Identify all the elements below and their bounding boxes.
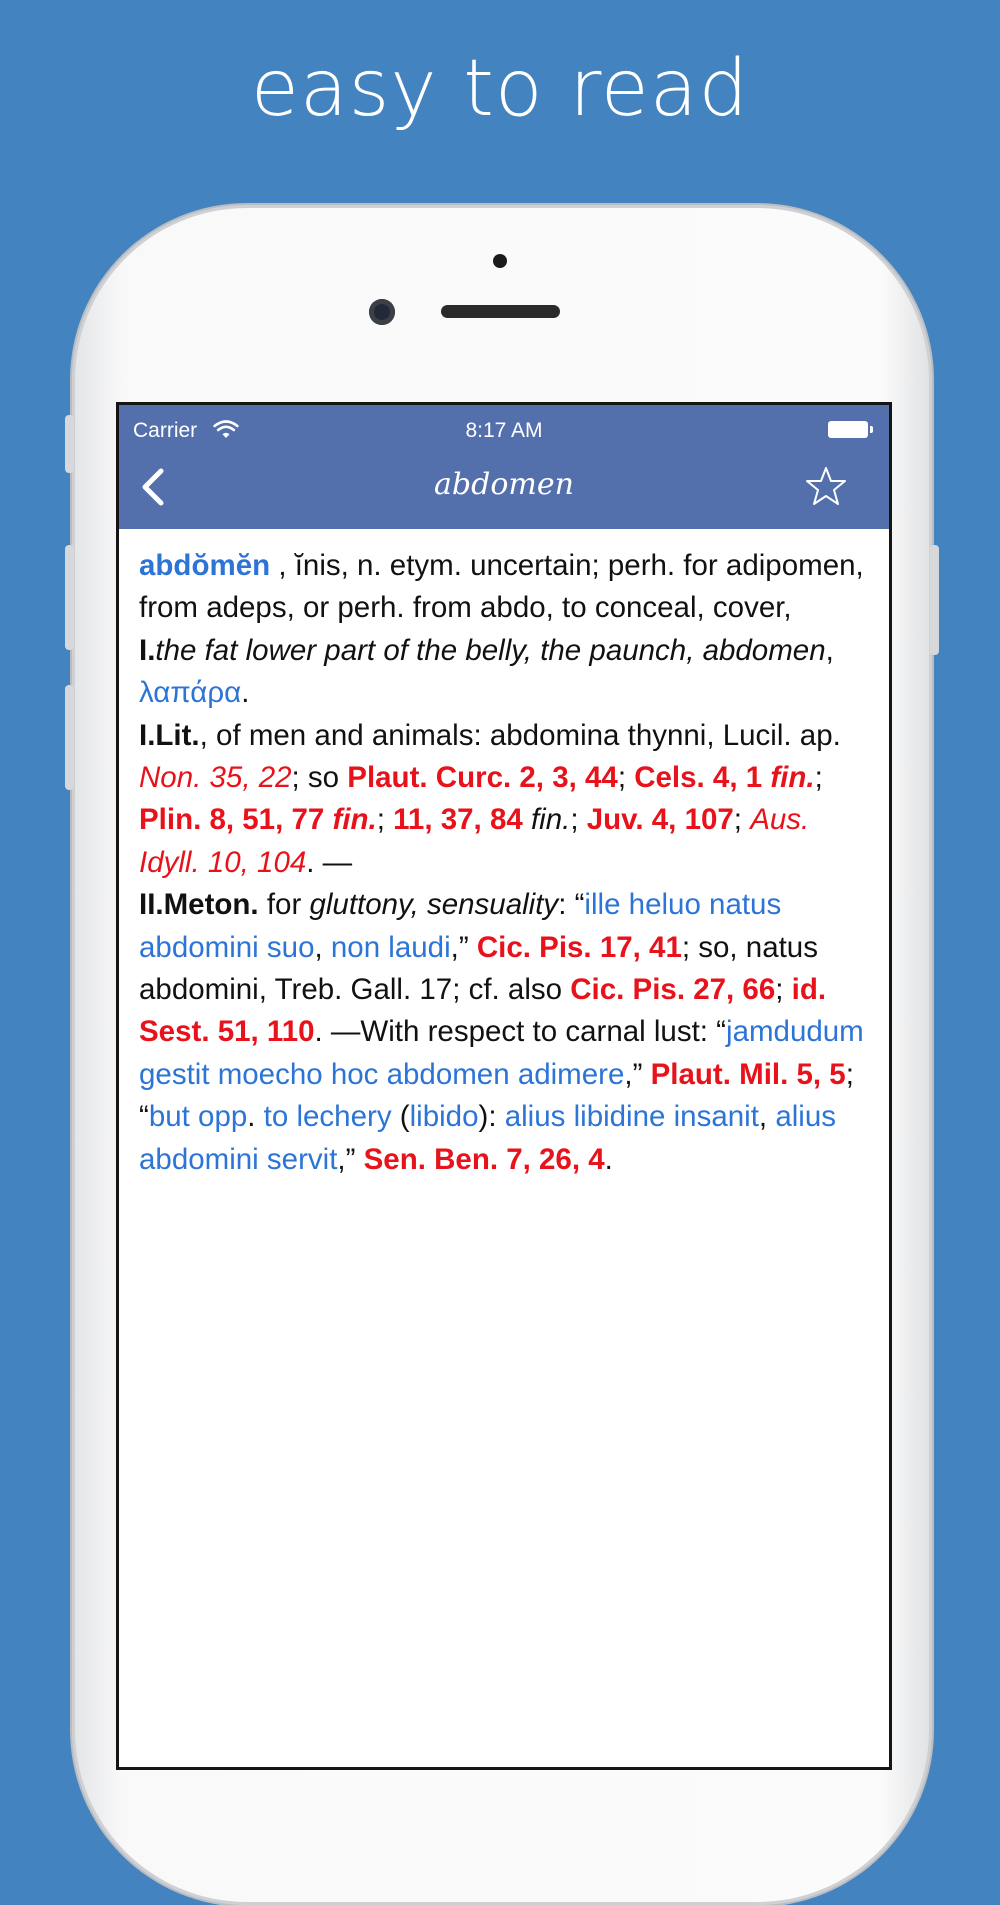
sense-literal xyxy=(139,715,877,885)
front-camera xyxy=(369,299,395,325)
entry-etymology xyxy=(139,545,877,630)
punctuation: ; xyxy=(814,761,823,795)
quote-link[interactable]: to lechery xyxy=(263,1100,392,1134)
punctuation: ,” xyxy=(337,1142,364,1176)
citation-link[interactable] xyxy=(139,803,377,836)
sense-1-definition: the fat lower part of the belly, the paunch, abdomen xyxy=(155,633,826,667)
citation-text: Cels. 4, 1 xyxy=(634,761,771,795)
citation-link[interactable]: Plaut. Mil. 5, 5 xyxy=(650,1057,846,1091)
punctuation: : “ xyxy=(558,888,585,922)
quote-link[interactable]: alius libidine insanit xyxy=(504,1100,759,1134)
entry-headword: abdŏmĕn xyxy=(139,549,271,582)
citation-fin: fin. xyxy=(332,803,377,837)
citation-link[interactable]: Plaut. Curc. 2, 3, 44 xyxy=(347,761,618,795)
battery-icon xyxy=(828,421,868,438)
citation-text: Plin. 8, 51, 77 xyxy=(139,803,333,837)
citation-link[interactable]: id. Sest. 51, 110 xyxy=(139,973,827,1049)
quote-link[interactable]: jamdudum gestit moecho hoc abdomen adimere xyxy=(139,1015,864,1091)
favorite-star-icon[interactable] xyxy=(805,465,847,507)
nav-title: abdomen xyxy=(434,467,574,502)
quote-link[interactable]: libido xyxy=(409,1100,479,1134)
punctuation: , xyxy=(825,633,834,667)
connector-text: for xyxy=(258,888,310,922)
quote-link[interactable]: but opp xyxy=(148,1100,248,1134)
greek-term[interactable]: λαπάρα xyxy=(139,676,242,710)
body-text: ; so, natus abdomini, Treb. Gall. 17; cf. also xyxy=(139,930,818,1007)
sense-1-label: I. xyxy=(139,633,156,667)
citation-link[interactable]: 11, 37, 84 xyxy=(393,803,523,837)
body-text: . —With respect to carnal lust: “ xyxy=(314,1015,727,1049)
citation-link[interactable]: Juv. 4, 107 xyxy=(586,803,734,837)
sense-1 xyxy=(139,630,877,715)
quote-link[interactable]: non laudi xyxy=(330,930,451,964)
dictionary-entry xyxy=(139,545,877,1181)
citation-fin: fin. xyxy=(770,761,815,795)
punctuation: , xyxy=(758,1100,776,1134)
literal-label: I.Lit. xyxy=(139,718,200,752)
earpiece-speaker xyxy=(441,305,560,318)
literal-text: , of men and animals: abdomina thynni, Lucil. ap. xyxy=(199,718,841,752)
volume-up-button xyxy=(65,545,74,650)
mute-switch xyxy=(65,415,74,473)
citation-link[interactable]: Aus. Idyll. 10, 104 xyxy=(139,803,810,879)
punctuation: ,” xyxy=(624,1057,651,1091)
app-screen xyxy=(116,402,892,1770)
proximity-sensor xyxy=(493,254,507,268)
punctuation: . — xyxy=(306,845,353,879)
punctuation: . xyxy=(241,676,250,710)
citation-link[interactable]: Cic. Pis. 17, 41 xyxy=(476,930,682,964)
punctuation: ; “ xyxy=(139,1057,854,1134)
sense-metonymy xyxy=(139,884,877,1181)
punctuation: ; xyxy=(570,803,587,837)
fin-abbrev: fin. xyxy=(530,803,571,837)
status-carrier: Carrier xyxy=(133,419,198,442)
punctuation: ; xyxy=(617,761,635,795)
punctuation: ; xyxy=(775,973,792,1007)
connector-text: ; so xyxy=(291,761,348,795)
status-time: 8:17 AM xyxy=(465,419,543,442)
citation-link[interactable] xyxy=(634,761,814,794)
navigation-bar xyxy=(119,405,889,529)
quote-link[interactable]: ille heluo natus abdomini suo xyxy=(139,888,782,964)
punctuation: ( xyxy=(391,1100,410,1134)
punctuation: ; xyxy=(376,803,394,837)
quote-link[interactable]: alius abdomini servit xyxy=(139,1100,836,1176)
metonymy-label: II.Meton. xyxy=(139,888,259,922)
citation-link[interactable]: Non. 35, 22 xyxy=(139,761,292,795)
citation-link[interactable]: Sen. Ben. 7, 26, 4 xyxy=(363,1142,605,1176)
punctuation: . xyxy=(604,1142,613,1176)
space xyxy=(523,803,531,836)
power-button xyxy=(930,545,939,655)
metonymy-definition: gluttony, sensuality xyxy=(309,888,559,922)
etymology-text: , ĭnis, n. etym. uncertain; perh. for adipomen, from adeps, or perh. from abdo, to conceal, cover, xyxy=(139,549,864,625)
volume-down-button xyxy=(65,685,74,790)
punctuation: ; xyxy=(733,803,751,837)
banner-title: easy to read xyxy=(250,44,750,134)
punctuation: ): xyxy=(478,1100,505,1134)
punctuation: . xyxy=(247,1100,264,1134)
citation-link[interactable]: Cic. Pis. 27, 66 xyxy=(570,973,776,1007)
punctuation: ,” xyxy=(450,930,477,964)
punctuation: , xyxy=(314,930,331,964)
